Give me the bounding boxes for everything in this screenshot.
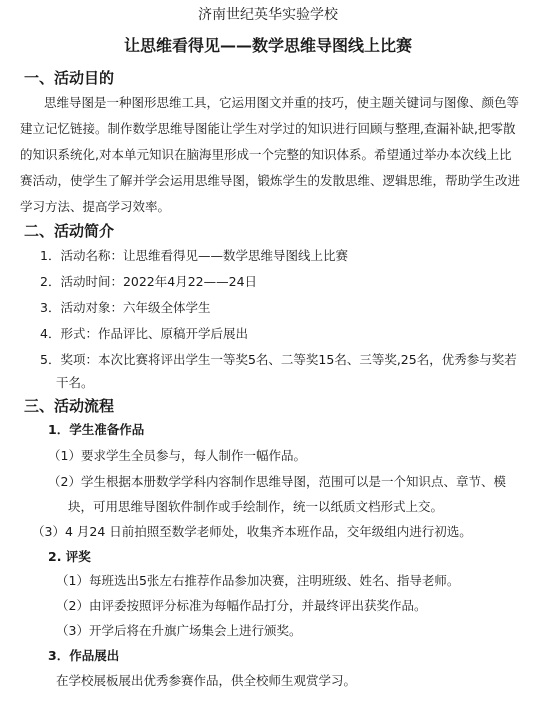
purpose-line-3: 的知识系统化,对本单元知识在脑海里形成一个完整的知识体系。希望通过举办本次线上比	[20, 147, 512, 162]
intro-item-time: 2．活动时间：2022年4月22——24日	[40, 274, 258, 289]
intro-item-format: 4．形式：作品评比、原稿开学后展出	[40, 326, 248, 341]
step1-item-1: （1）要求学生全员参与，每人制作一幅作品。	[48, 448, 306, 463]
page-title: 让思维看得见——数学思维导图线上比赛	[123, 36, 412, 55]
step2-item-1: （1）每班选出5张左右推荐作品参加决赛，注明班级、姓名、指导老师。	[56, 573, 460, 588]
section-intro-heading: 二、活动简介	[24, 222, 115, 240]
step1-item-2: （2）学生根据本册数学学科内容制作思维导图，范围可以是一个知识点、章节、模	[48, 474, 506, 489]
section-purpose-heading: 一、活动目的	[24, 69, 115, 87]
process-step3-heading: 3．作品展出	[48, 648, 120, 663]
purpose-line-5: 学习方法、提高学习效率。	[20, 199, 171, 214]
intro-item-name: 1．活动名称：让思维看得见——数学思维导图线上比赛	[40, 248, 348, 263]
intro-item-audience: 3．活动对象：六年级全体学生	[40, 300, 211, 315]
purpose-line-2: 建立记忆链接。制作数学思维导图能让学生对学过的知识进行回顾与整理,查漏补缺,把零散	[20, 121, 516, 136]
step2-item-3: （3）开学后将在升旗广场集会上进行颁奖。	[56, 623, 302, 638]
step2-item-2: （2）由评委按照评分标准为每幅作品打分，并最终评出获奖作品。	[56, 598, 427, 613]
school-name: 济南世纪英华实验学校	[198, 7, 338, 23]
intro-item-awards: 5．奖项：本次比赛将评出学生一等奖5名、二等奖15名、三等奖,25名，优秀参与奖若	[40, 352, 517, 367]
purpose-line-4: 赛活动，使学生了解并学会运用思维导图，锻炼学生的发散思维、逻辑思维，帮助学生改进	[20, 173, 521, 188]
process-step1-heading: 1．学生准备作品	[48, 422, 145, 437]
purpose-line-1: 思维导图是一种图形思维工具，它运用图文并重的技巧，使主题关键词与图像、颜色等	[44, 95, 520, 110]
step1-item-3: （3）4 月24 日前拍照至数学老师处，收集齐本班作品，交年级组内进行初选。	[32, 524, 472, 539]
section-process-heading: 三、活动流程	[24, 397, 115, 415]
intro-item-awards-cont: 干名。	[56, 375, 94, 390]
step3-text: 在学校展板展出优秀参赛作品，供全校师生观赏学习。	[56, 673, 357, 688]
step1-item-2-cont: 块，可用思维导图软件制作或手绘制作，统一以纸质文档形式上交。	[68, 499, 444, 514]
process-step2-heading: 2. 评奖	[48, 549, 91, 564]
